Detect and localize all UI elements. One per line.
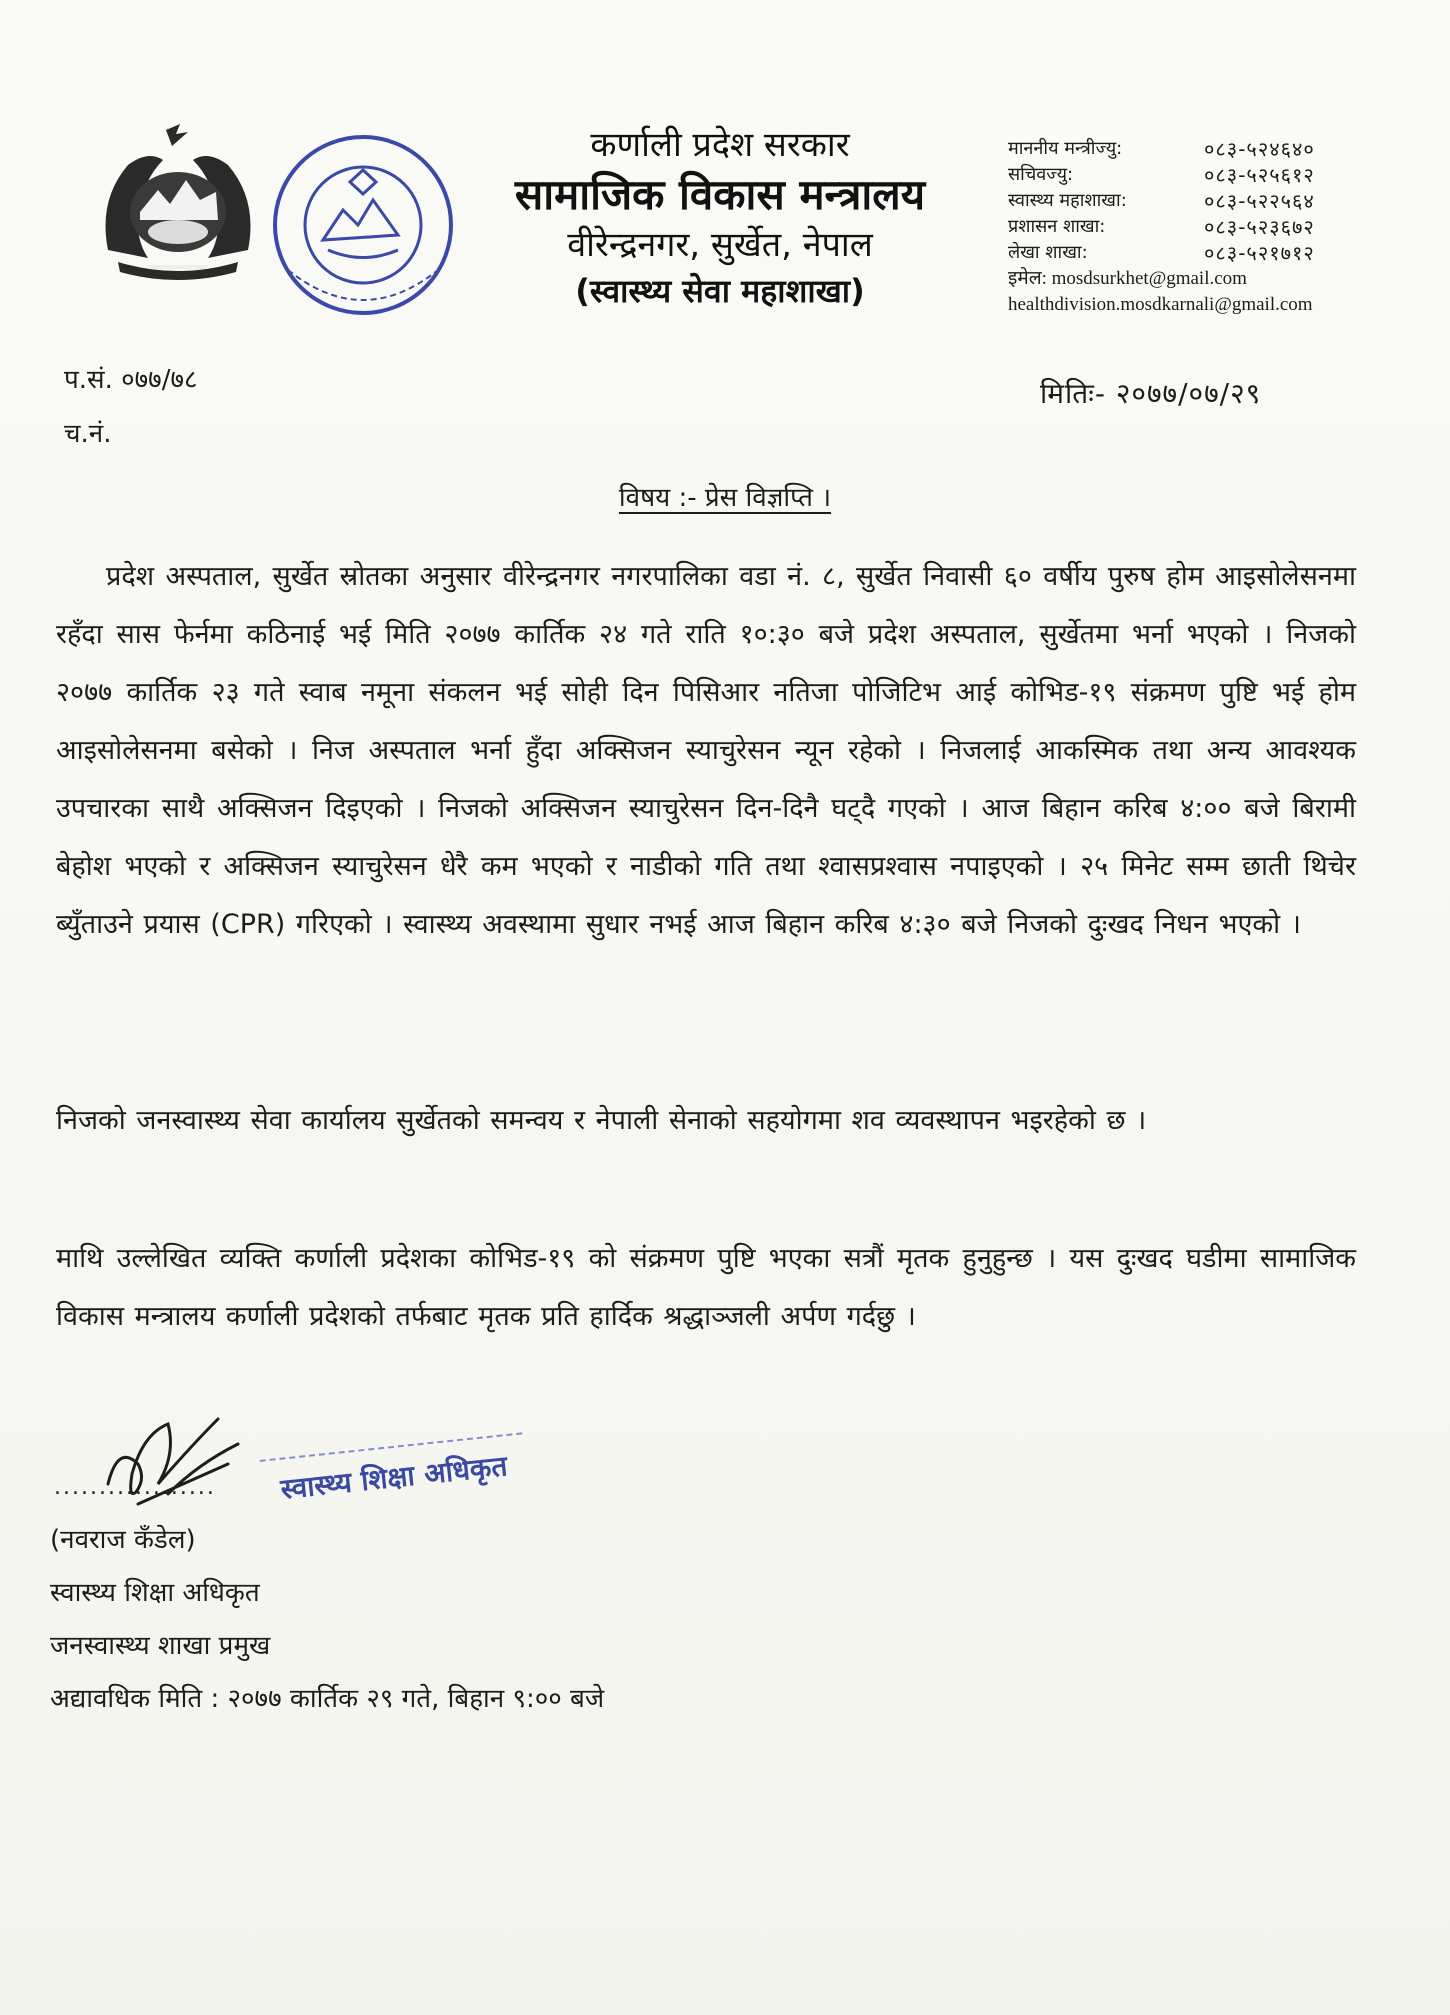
email-label: इमेल: — [1008, 268, 1047, 289]
contact-row — [1008, 188, 1428, 214]
updated-date: अद्यावधिक मिति : २०७७ कार्तिक २९ गते, बिहान ९:०० बजे — [50, 1684, 605, 1714]
subject-text: विषय :- प्रेस विज्ञप्ति । — [618, 483, 832, 513]
ministry-name: सामाजिक विकास मन्त्रालय — [514, 170, 926, 219]
contact-label: प्रशासन शाखा: — [1008, 216, 1106, 237]
signatory-block — [50, 1514, 604, 1726]
reference-number: प.सं. ०७७/७८ — [64, 365, 198, 395]
signatory-name: (नवराज कँडेल) — [50, 1525, 196, 1555]
office-address: वीरेन्द्रनगर, सुर्खेत, नेपाल — [567, 225, 873, 265]
email-address-secondary: healthdivision.mosdkarnali@gmail.com — [1008, 294, 1313, 315]
contact-list — [1008, 136, 1428, 318]
contact-label: स्वास्थ्य महाशाखा: — [1008, 190, 1127, 211]
email-row — [1008, 266, 1428, 292]
contact-phone: ०८३-५२५६१२ — [1204, 163, 1315, 187]
contact-phone: ०८३-५२३६७२ — [1204, 215, 1315, 239]
contact-row — [1008, 136, 1428, 162]
office-header — [420, 122, 1020, 314]
contact-label: लेखा शाखा: — [1008, 242, 1088, 263]
division-name: (स्वास्थ्य सेवा महाशाखा) — [575, 272, 865, 310]
designation-stamp: स्वास्थ्य शिक्षा अधिकृत — [260, 1432, 528, 1519]
contact-row — [1008, 214, 1428, 240]
email-address: mosdsurkhet@gmail.com — [1051, 268, 1247, 289]
body-paragraph: माथि उल्लेखित व्यक्ति कर्णाली प्रदेशका कोभिड-१९ को संक्रमण पुष्टि भएका सत्रौं मृतक हुनुहुन्छ । यस दुःखद घडीमा सामाजिक विकास मन्त्रालय कर्णाली प्रदेशको तर्फबाट मृतक प्रति हार्दिक श्रद्धाञ्जली अर्पण गर्दछु । — [56, 1243, 1356, 1332]
signature-line: .................. — [54, 1475, 216, 1500]
subject-line — [0, 478, 1450, 514]
body-paragraph: निजको जनस्वास्थ्य सेवा कार्यालय सुर्खेतको समन्वय र नेपाली सेनाको सहयोगमा शव व्यवस्थापन भइरहेको छ । — [56, 1105, 1147, 1136]
contact-label: माननीय मन्त्रीज्यु: — [1008, 138, 1123, 159]
contact-phone: ०८३-५२१७१२ — [1204, 241, 1315, 265]
signatory-title: स्वास्थ्य शिक्षा अधिकृत — [50, 1578, 260, 1608]
contact-label: सचिवज्यु: — [1008, 164, 1074, 185]
body-paragraph: प्रदेश अस्पताल, सुर्खेत स्रोतका अनुसार वीरेन्द्रनगर नगरपालिका वडा नं. ८, सुर्खेत निवासी ६० वर्षीय पुरुष होम आइसोलेसनमा रहँदा सास फेर्नमा कठिनाई भई मिति २०७७ कार्तिक २४ गते राति १०:३० बजे प्रदेश अस्पताल, सुर्खेतमा भर्ना भएको । निजको २०७७ कार्तिक २३ गते स्वाब नमूना संकलन भई सोही दिन पिसिआर नतिजा पोजिटिभ आई कोभिड-१९ संक्रमण पुष्टि भई होम आइसोलेसनमा बसेको । निज अस्पताल भर्ना हुँदा अक्सिजन स्याचुरेसन न्यून रहेको । निजलाई आकस्मिक तथा अन्य आवश्यक उपचारका साथै अक्सिजन दिइएको । निजको अक्सिजन स्याचुरेसन दिन-दिनै घट्दै गएको । आज बिहान करिब ४:०० बजे बिरामी बेहोश भएको र अक्सिजन स्याचुरेसन धेरै कम भएको र नाडीको गति तथा श्वासप्रश्वास नपाइएको । २५ मिनेट सम्म छाती थिचेर ब्युँताउने प्रयास (CPR) गरिएको । स्वास्थ्य अवस्थामा सुधार नभई आज बिहान करिब ४:३० बजे निजको दुःखद निधन भएको । — [56, 561, 1356, 940]
letter-date: मितिः- २०७७/०७/२९ — [1040, 377, 1262, 410]
contact-phone: ०८३-५२४६४० — [1204, 137, 1315, 161]
nepal-emblem-icon — [88, 120, 268, 280]
contact-phone: ०८३-५२२५६४ — [1204, 189, 1315, 213]
signatory-position: जनस्वास्थ्य शाखा प्रमुख — [50, 1631, 271, 1661]
dispatch-number: च.नं. — [64, 419, 112, 449]
government-name: कर्णाली प्रदेश सरकार — [590, 125, 850, 165]
contact-row — [1008, 162, 1428, 188]
contact-row — [1008, 240, 1428, 266]
